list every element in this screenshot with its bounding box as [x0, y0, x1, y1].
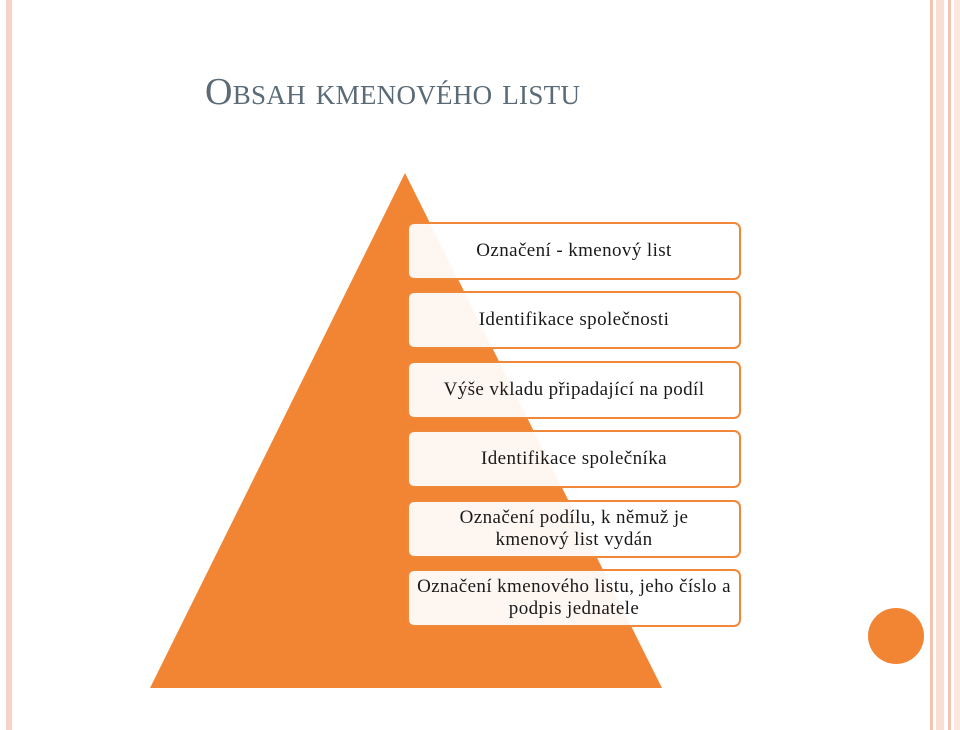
pyramid-level-label: Identifikace společníka	[481, 448, 667, 469]
pyramid-level-6	[407, 569, 741, 627]
pyramid-level-1	[407, 222, 741, 280]
pyramid-level-label: Označení podílu, k němuž je kmenový list vydán	[459, 507, 689, 550]
pyramid-level-label: Označení - kmenový list	[476, 240, 672, 261]
pyramid-level-2	[407, 291, 741, 349]
decorative-circle	[868, 608, 924, 664]
slide-title: Obsah kmenového listu	[205, 71, 581, 113]
pyramid-level-label: Identifikace společnosti	[478, 309, 670, 330]
pyramid-level-3	[407, 361, 741, 419]
pyramid-level-label: Výše vkladu připadající na podíl	[443, 379, 705, 400]
pyramid-level-4	[407, 430, 741, 488]
pyramid-level-5	[407, 500, 741, 558]
pyramid-level-label: Označení kmenového listu, jeho číslo a podpis jednatele	[417, 576, 731, 619]
